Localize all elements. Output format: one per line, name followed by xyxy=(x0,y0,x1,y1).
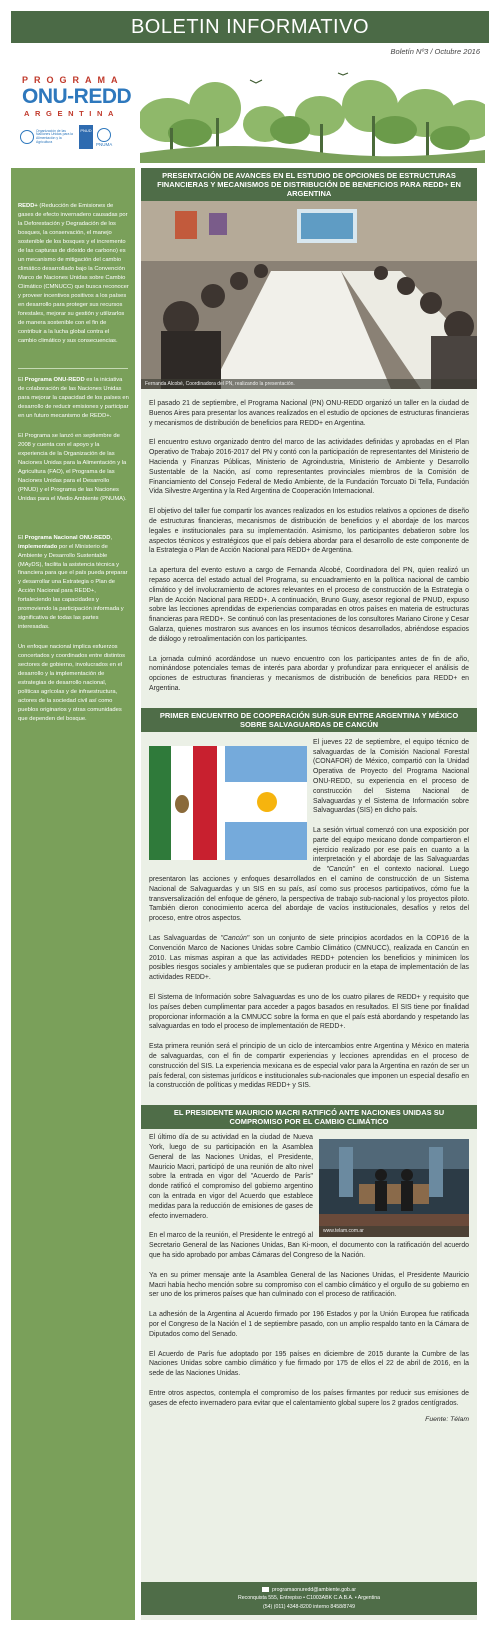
article1-paragraph: La jornada culminó acordándose un nuevo encuentro con los participantes antes de fin de año, nominándose potenciales temas de interés para abordar y profundizar para enriquecer el análisis de opciones de estructuras financieras y mecanismos de distribución de beneficios para REDD+ en Argentina. xyxy=(149,655,469,692)
flags-image xyxy=(149,746,307,864)
issue-number: Boletín Nº3 / Octubre 2016 xyxy=(390,47,480,56)
logo-country: ARGENTINA xyxy=(24,109,119,118)
newsletter-title: BOLETIN INFORMATIVO xyxy=(130,16,370,38)
article3-paragraph: Ya en su primer mensaje ante la Asamblea General de las Naciones Unidas, el Presidente Mauricio Macri había hecho mención sobre su compromiso con el cambio climático y el orgullo de su gobierno en ser uno de los primeros países que han culminado con el proceso de ratificación. xyxy=(149,1271,469,1299)
article1-paragraph: El objetivo del taller fue compartir los avances realizados en los estudios relativos a opciones de diseño de estructuras financieras, mecanismos de distribución de beneficios y el abordaje de los marcos legales e institucionales para su implementación. Asimismo, los participantes debatieron sobre los aspectos técnicos y estratégicos que el país debiera abordar para el desarrollo de este componente de la Estrategia o Plan de Acción Nacional para REDD+ de Argentina. xyxy=(149,508,469,555)
article3-paragraph: En el marco de la reunión, el Presidente le entregó al Secretario General de las Naciones Unidas, Ban Ki-moon, el documento con la ratificación del acuerdo que ha sido aprobado por ambas Cámaras del Congreso de la Nación. xyxy=(149,1232,469,1259)
article3-source: Fuente: Télam xyxy=(425,1415,469,1423)
article2-heading: PRIMER ENCUENTRO DE COOPERACIÓN SUR-SUR ENTRE ARGENTINA Y MÉXICO SOBRE SALVAGUARDAS DE CANCÚN xyxy=(141,708,477,732)
article3-paragraph: La adhesión de la Argentina al Acuerdo firmado por 196 Estados y por la Unión Europea fue ratificada por el Congreso de la Nación el 1 de septiembre pasado, con un amplio respaldo tanto en la Cámara de Diputados como del Senado. xyxy=(149,1311,469,1338)
footer-email-line xyxy=(141,1586,477,1594)
article2-paragraph: El Sistema de Información sobre Salvaguardas es uno de los cuatro pilares de REDD+ y requisito que los países deben cumplimentar para acceder a pagos basados en resultados. El SIS tiene por finalidad proporcionar información a la CMNUCC sobre la forma en que el país está abordando y respetando las salvaguardas en todo el proceso de implementación de REDD+. xyxy=(149,994,469,1031)
workshop-photo xyxy=(141,201,477,389)
unep-label: PNUMA xyxy=(96,141,113,147)
footer-phone: (54) (011) 4348-8200 interno 8458/8749 xyxy=(263,1603,355,1610)
mail-icon xyxy=(262,1587,269,1592)
article3-paragraph: Entre otros aspectos, contempla el compromiso de los países firmantes por reducir sus emisiones de gases de efecto invernadero para evitar que el calentamiento global supere los 2 grados centígrados. xyxy=(149,1389,469,1407)
article3-paragraph: El último día de su actividad en la ciudad de Nueva York, luego de su participación en la Asamblea General de las Naciones Unidas, el Presidente, Mauricio Macri, participó de una reunión de alto nivel sobre la entrada en vigor del "Acuerdo de París" donde ratificó el compromiso del gobierno argentino con la entrada en vigor del Acuerdo que establece medidas para la reducción de emisiones de gases de efecto invernadero. xyxy=(149,1134,313,1220)
article2-paragraph: Las Salvaguardas de "Cancún" son un conjunto de siete principios acordados en la COP16 de la Convención Marco de Naciones Unidas sobre Cambio Climático (CMNUCC), realizada en Cancún en 2010. Las mismas aspiran a que las actividades REDD+ potencien los beneficios y minimicen los posibles riesgos sociales y ambientales que se pudieran producir en la etapa de implementación de las actividades REDD+. xyxy=(149,935,469,982)
un-assembly-photo xyxy=(319,1139,469,1237)
workshop-photo-caption: Fernanda Alcobé, Coordinadora del PN, realizando la presentación. xyxy=(141,379,477,389)
sidebar xyxy=(11,168,135,1620)
footer xyxy=(141,1582,477,1615)
unep-logo xyxy=(96,128,112,147)
article1-paragraph: El encuentro estuvo organizado dentro del marco de las actividades definidas y aprobadas en el Plan Operativo de Trabajo 2016-2017 del PN y contó con la participación de representantes del Ministerio de Hacienda y Finanzas Públicas, Ministerio de Agroindustria, Ministerio de Ambiente y Desarrollo Sustentable de la Nación, así como representantes provinciales miembros de la Comisión de Financiamiento del Consejo Federal de Medio Ambiente, de la Fundación Torcuato Di Tella, Fundación Vida Silvestre Argentina y la Red Argentina de Cooperación Internacional. xyxy=(149,439,469,496)
fao-logo xyxy=(20,130,76,145)
sidebar-launch-paragraph: El Programa se lanzó en septiembre de 2008 y cuenta con el apoyo y la experiencia de la Organización de las Naciones Unidas para la Alimentación y la Agricultura (FAO), el Programa de las Naciones Unidas para el Desarrollo (PNUD) y el Programa de las Naciones Unidas para el Medio Ambiente (PNUMA). xyxy=(18,432,127,502)
article2-paragraph: La sesión virtual comenzó con una exposición por parte del equipo mexicano donde compartieron el ejercicio realizado por ese país en cuanto a la interpretación y el abordaje de las Salvaguardas de "Cancún" en el contexto nacional. Luego presentaron las acciones y enfoques desarrollados en el camino de construcción de un Sistema Nacional de Salvaguardas y un SIS en su país, así como sus procesos participativos, cómo fue la transversalización del enfoque de género, la perspectiva de trabajo sub-nacional y los proyectos piloto. También dieron conocimiento acerca del abordaje de vacíos institucionales, desafíos y retos del proceso, entre otros aspectos. xyxy=(149,827,469,923)
article3-paragraph: El Acuerdo de París fue adoptado por 195 países en diciembre de 2015 durante la Cumbre de las Naciones Unidas sobre cambio climático y fue firmado por 175 de ellos el 22 de abril de 2016, en la sede de las Naciones Unidas. xyxy=(149,1350,469,1378)
article1-paragraph: La apertura del evento estuvo a cargo de Fernanda Alcobé, Coordinadora del PN, quien realizó un repaso acerca del estado actual del Programa, su encuadramiento en la política nacional de cambio climático y del involucramiento de actores relevantes en el proceso de construcción de la Estrategia o Plan de Acción Nacional para REDD+. A continuación, Bruno Guay, asesor regional de PNUD, expuso sobre las lecciones aprendidas de experiencias comparadas en otros países en materia de estructuras financieras para REDD+. Se continuó con las presentaciones de los consultores Mariano Cirone y Cesar Galarza, quienes mostraron sus avances en los insumos técnicos desarrollados, abriéndose espacios de diálogo y retroalimentación con los participantes. xyxy=(149,567,469,643)
main-content xyxy=(141,168,477,1620)
un-photo-credit: www.telam.com.ar xyxy=(319,1226,469,1237)
article3-body xyxy=(141,1133,477,1424)
article1-heading: PRESENTACIÓN DE AVANCES EN EL ESTUDIO DE OPCIONES DE ESTRUCTURAS FINANCIERAS Y MECANISMOS DE DISTRIBUCIÓN DE BENEFICIOS PARA REDD+ EN ARGENTINA xyxy=(141,168,477,201)
article1-paragraph: El pasado 21 de septiembre, el Programa Nacional (PN) ONU-REDD organizó un taller en la ciudad de Buenos Aires para presentar los avances realizados en el estudio de opciones de estructuras financieras y mecanismos de distribución de beneficios para REDD+ en Argentina. xyxy=(149,400,469,427)
newsletter-banner xyxy=(11,11,489,43)
sidebar-national-paragraph: El Programa Nacional ONU-REDD, implementado por el Ministerio de Ambiente y Desarrollo Sustentable (MAyDS), facilita la asistencia técnica y financiera para que el país pueda preparar y desarrollar una Estrategia o Plan de Acción Nacional para REDD+, fortaleciendo las capacidades y promoviendo la participación informada y significativa de todas las partes interesadas. xyxy=(18,534,128,631)
footer-email[interactable]: programaonuredd@ambiente.gob.ar xyxy=(272,1587,356,1593)
workshop-image xyxy=(141,201,477,389)
fao-icon xyxy=(20,130,34,144)
undp-logo: PNUD xyxy=(79,125,93,149)
article3-heading: EL PRESIDENTE MAURICIO MACRI RATIFICÓ ANTE NACIONES UNIDAS SU COMPROMISO POR EL CAMBIO CLIMÁTICO xyxy=(141,1105,477,1129)
forest-illustration xyxy=(140,58,485,163)
article2-body xyxy=(141,738,477,1092)
unep-icon xyxy=(97,128,111,142)
article2-paragraph: Esta primera reunión será el principio de un ciclo de intercambios entre Argentina y México en materia de salvaguardas, con el fin de compartir experiencias y lecciones aprendidas en el proceso de construcción del SIS. La experiencia mexicana es de especial valor para la Argentina en razón de ser un país federal, con sistemas jurídicos e institucionales sub-nacionales que imponen un especial desafío en la construcción de políticas y medidas REDD+ y SIS. xyxy=(149,1043,469,1090)
article1-body xyxy=(141,399,477,694)
sidebar-redd-paragraph: REDD+ (Reducción de Emisiones de gases de efecto invernadero causadas por la Deforestación y Degradación de los bosques, la conservación, el manejo sostenible de los bosques y el incremento de las capturas de dióxido de carbono) es un mecanismo de mitigación del cambio climático desarrollado bajo la Convención Marco de Naciones Unidas sobre Cambio Climático (CMNUCC) que busca reconocer y proveer incentivos positivos a los países en desarrollo para proteger sus recursos forestales, mejorar su gestión y utilizarlos de manera sostenible con el fin de contribuir a la lucha global contra el cambio climático y sus consecuencias. xyxy=(18,203,129,344)
sidebar-program-paragraph: El Programa ONU-REDD es la iniciativa de colaboración de las Naciones Unidas para mejorar la capacidad de los países en desarrollo de reducir emisiones y participar en un futuro mecanismo de REDD+. xyxy=(18,376,129,419)
sidebar-approach-paragraph: Un enfoque nacional implica esfuerzos concertados y coordinados entre distintos sectores de gobierno, involucrados en el desarrollo y la implementación de estrategias de desarrollo nacional, políticas agrícolas y de infraestructura, actores de la sociedad civil así como pueblos originarios y otras comunidades que dependen del bosque. xyxy=(18,644,125,723)
partner-logos xyxy=(20,124,135,150)
logo-name: ONU-REDD xyxy=(22,85,132,108)
logo-programa: PROGRAMA xyxy=(22,75,124,85)
article2-paragraph: El jueves 22 de septiembre, el equipo técnico de salvaguardas de la Comisión Nacional Forestal (CONAFOR) de México, compartió con la Unidad Operativa de Proyecto del Programa Nacional ONU-REDD, su experiencia en el proceso de construcción del Sistema Nacional de Salvaguardas y el Sistema de Información sobre Salvaguardas (SIS) en dicho país. xyxy=(313,738,469,815)
sidebar-divider xyxy=(18,368,128,369)
fao-text: Organización de las Naciones Unidas para la Alimentación y la Agricultura xyxy=(36,128,73,144)
footer-address: Reconquista 555, Entrepiso • C1003ABK C.A.B.A. • Argentina xyxy=(237,1595,381,1602)
